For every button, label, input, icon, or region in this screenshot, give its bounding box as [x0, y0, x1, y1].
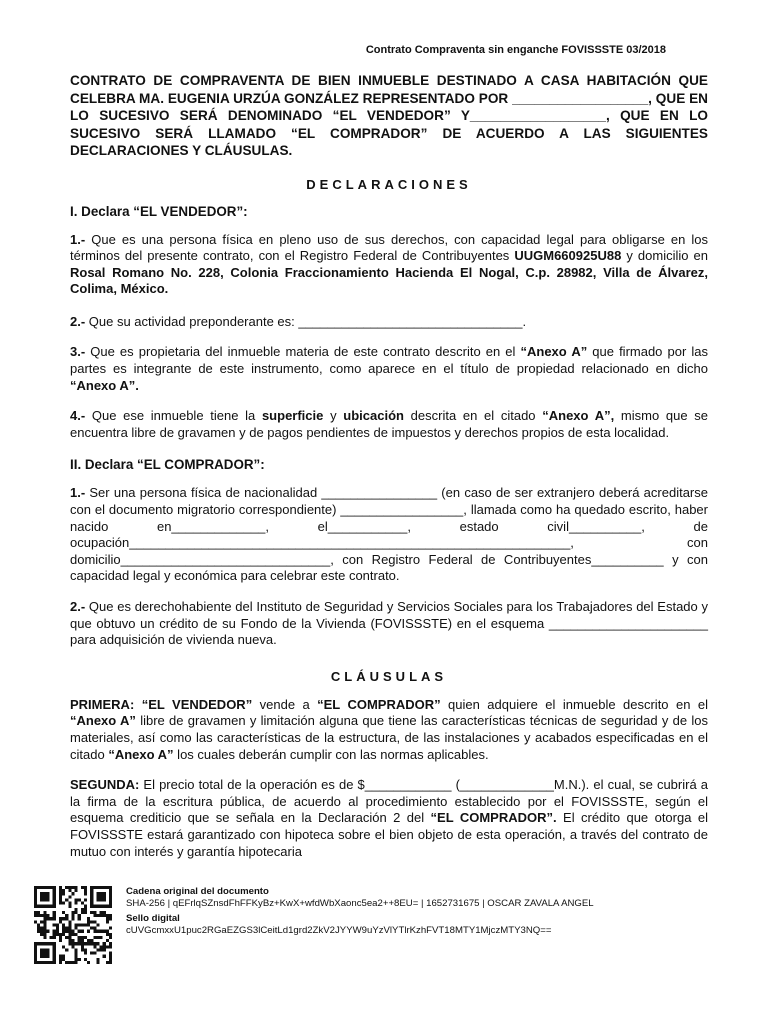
document-body — [70, 72, 708, 860]
vendedor-declaration-3: 3.- Que es propietaria del inmueble materia de este contrato descrito en el “Anexo A” que firmado por las partes es integrante de este instrumento, como aparece en el título de propiedad relacionado en dicho “Anexo A”. — [70, 344, 708, 393]
document-reference: Contrato Compraventa sin enganche FOVISSSTE 03/2018 — [365, 44, 666, 56]
clausula-primera: PRIMERA: “EL VENDEDOR” vende a “EL COMPRADOR” quien adquiere el inmueble descrito en el “Anexo A” libre de gravamen y limitación alguna que tiene las características técnicas de seguridad y de los materiales, así como las características de la estructura, de las instalaciones y acabados especificadas en el citado “Anexo A” los cuales deberán cumplir con las normas aplicables. — [70, 696, 708, 762]
digital-signature-footer — [30, 886, 750, 966]
comprador-heading: II. Declara “EL COMPRADOR”: — [70, 457, 265, 473]
cadena-original-value: SHA-256 | qEFrlqSZnsdFhFFKyBz+KwX+wfdWbXaonc5ea2++8EU= | 1652731675 | OSCAR ZAVALA ANGEL — [126, 898, 594, 909]
qr-code-icon — [34, 886, 112, 964]
comprador-declaration-1: 1.- Ser una persona física de nacionalidad ________________ (en caso de ser extranjero deberá acreditarse con el documento migratorio correspondiente) _________________, llamada como ha quedado escrito, haber nacido en_____________, el___________, estado civil__________, de ocupación_____________________________________________________________, con domicilio_____________________________, con Registro Federal de Contribuyentes__________ y con capacidad legal y económica para celebrar este contrato. — [70, 485, 708, 584]
clausulas-heading: CLÁUSULAS — [330, 668, 448, 684]
vendedor-declaration-2: 2.- Que su actividad preponderante es: _______________________________. — [70, 313, 527, 329]
vendedor-domicilio: Rosal Romano No. 228, Colonia Fraccionamiento Hacienda El Nogal, C.p. 28982, Villa de Álvarez, Colima, México. — [70, 264, 708, 297]
clausula-segunda: SEGUNDA: El precio total de la operación es de $____________ (_____________M.N.). el cual, se cubrirá a la firma de la escritura pública, de acuerdo al procedimiento establecido por el FOVISSSTE, según el esquema crediticio que se señala en la Declaración 2 del “EL COMPRADOR”. El crédito que otorga el FOVISSSTE estará garantizado con hipoteca sobre el bien objeto de esta operación, a través del contrato de mutuo con interés y garantía hipotecaria — [70, 777, 708, 859]
vendedor-heading: I. Declara “EL VENDEDOR”: — [70, 203, 248, 219]
vendedor-declaration-1: 1.- Que es una persona física en pleno uso de sus derechos, con capacidad legal para obligarse en los términos del presente contrato, con el Registro Federal de Contribuyentes UUGM660925U88 y domicilio en Rosal Romano No. 228, Colonia Fraccionamiento Hacienda El Nogal, C.p. 28982, Villa de Álvarez, Colima, México. — [70, 231, 708, 297]
declaraciones-heading: DECLARACIONES — [306, 176, 472, 192]
sello-digital-label: Sello digital — [126, 913, 180, 924]
cadena-original-label: Cadena original del documento — [126, 886, 269, 897]
comprador-declaration-2: 2.- Que es derechohabiente del Instituto de Seguridad y Servicios Sociales para los Trabajadores del Estado y que obtuvo un crédito de su Fondo de la Vivienda (FOVISSSTE) en el esquema ______________________ para adquisición de vivienda nueva. — [70, 599, 708, 648]
contract-title: CONTRATO DE COMPRAVENTA DE BIEN INMUEBLE DESTINADO A CASA HABITACIÓN QUE CELEBRA MA. EUGENIA URZÚA GONZÁLEZ REPRESENTADO POR __________________, QUE EN LO SUCESIVO SERÁ DENOMINADO “EL VENDEDOR” Y__________________, QUE EN LO SUCESIVO SERÁ LLAMADO “EL COMPRADOR” DE ACUERDO A LAS SIGUIENTES DECLARACIONES Y CLÁUSULAS. — [70, 73, 708, 158]
footer-text-block — [126, 886, 746, 937]
vendedor-rfc: UUGM660925U88 — [514, 248, 622, 264]
vendedor-declaration-4: 4.- Que ese inmueble tiene la superficie y ubicación descrita en el citado “Anexo A”, mismo que se encuentra libre de gravamen y de pagos pendientes de impuestos y derechos propios de esta localidad. — [70, 408, 708, 440]
sello-digital-value: cUVGcmxxU1puc2RGaEZGS3lCeitLd1grd2ZkV2JYYW9uYzVlYTlrKzhFVT18MTY1MjczMTY3NQ== — [126, 925, 552, 936]
